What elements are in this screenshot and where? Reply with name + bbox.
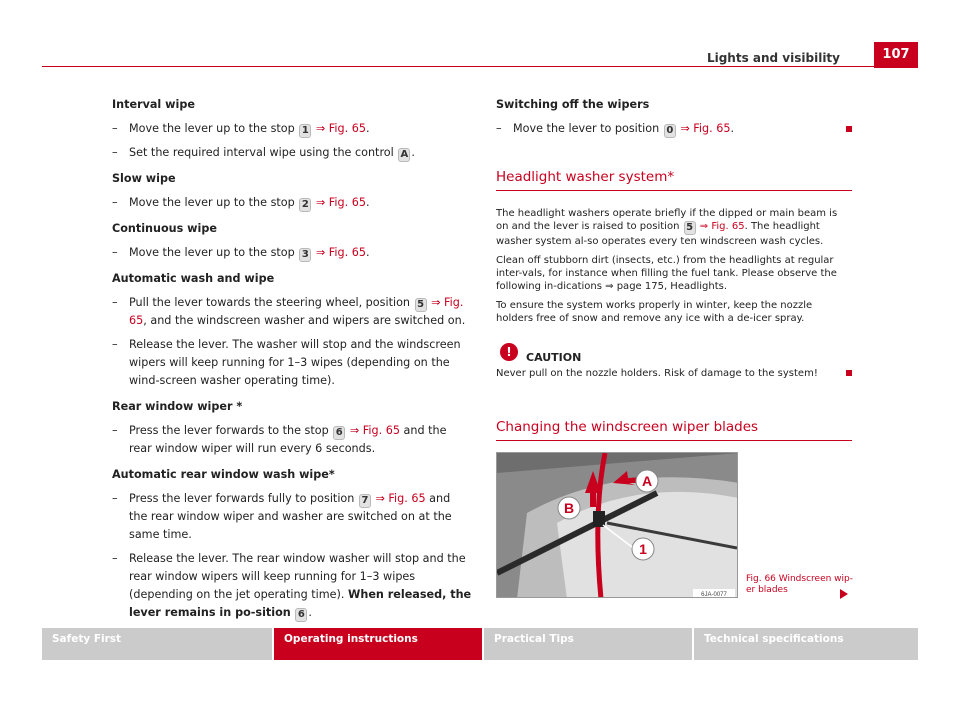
slow-wipe-heading: Slow wipe (112, 172, 176, 185)
figure-label-b: B (563, 500, 575, 516)
footer-nav (42, 628, 920, 660)
right-column (496, 96, 852, 441)
figure-link[interactable]: ⇒ Fig. 65 (699, 221, 745, 232)
position-marker: 2 (299, 198, 311, 212)
headlight-washer-title: Headlight washer system* (496, 169, 675, 185)
rear-wash-heading: Automatic rear window wash wipe* (112, 468, 335, 481)
figure-link[interactable]: ⇒ Fig. 65 (680, 122, 731, 135)
interval-step-1: – Move the lever up to the stop 1 ⇒ Fig. 65. (112, 122, 370, 136)
auto-step-2: – Release the lever. The washer will stop and the windscreen wipers will keep running for 1–3 wipes (depending on the wind-screen washer operating time). (112, 338, 461, 387)
wiper-blades-title: Changing the windscreen wiper blades (496, 419, 759, 435)
caution-icon: ! (500, 343, 518, 361)
rear-wiper-heading: Rear window wiper * (112, 400, 243, 413)
figure-link[interactable]: ⇒ Fig. 65 (315, 122, 366, 135)
section-end-marker (846, 126, 852, 132)
figure-link[interactable]: ⇒ Fig. 65 (375, 492, 426, 505)
position-marker: 5 (684, 221, 696, 235)
continue-arrow-icon (840, 589, 848, 599)
page-section-title: Lights and visibility (706, 51, 840, 65)
auto-step-1: – Pull the lever towards the steering wheel, position 5 ⇒ Fig. 65, and the windscreen washer and wipers are switched on. (112, 296, 466, 327)
footer-tab-practical-tips[interactable]: Practical Tips (484, 628, 692, 660)
caution-label: CAUTION (526, 351, 582, 364)
interval-step-2: – Set the required interval wipe using the control A . (112, 146, 415, 160)
figure-label-a: A (641, 473, 653, 489)
footer-tab-technical-specifications[interactable]: Technical specifications (694, 628, 918, 660)
section-rule (496, 440, 852, 441)
position-marker: 6 (295, 608, 307, 622)
position-marker: 1 (299, 124, 311, 138)
rear-step: – Press the lever forwards to the stop 6 ⇒ Fig. 65 and the rear window wiper will run every 6 seconds. (112, 424, 447, 455)
switch-off-heading: Switching off the wipers (496, 98, 650, 111)
figure-link[interactable]: ⇒ Fig. 65 (129, 296, 464, 327)
figure-caption: Fig. 66 Windscreen wip-er blades (746, 574, 853, 595)
caution-block (496, 343, 852, 365)
switch-off-step: – Move the lever to position 0 ⇒ Fig. 65. (496, 120, 852, 138)
figure-link[interactable]: ⇒ Fig. 65 (315, 196, 366, 209)
caution-text: Never pull on the nozzle holders. Risk of damage to the system! (496, 367, 852, 380)
wiper-blade-figure (496, 452, 738, 598)
headlight-para-3: To ensure the system works properly in winter, keep the nozzle holders free of snow and remove any ice with a de-icer spray. (496, 300, 813, 324)
wiper-blade-illustration (497, 453, 738, 598)
footer-tab-operating-instructions[interactable]: Operating instructions (274, 628, 482, 660)
rear-wash-step-2: – Release the lever. The rear window washer will stop and the rear window wipers will keep running for 1–3 wipes (depending on the jet operating time). When released, the lever remains in po-sition 6 . (112, 552, 472, 620)
section-rule (496, 190, 852, 191)
left-column (112, 96, 472, 622)
auto-wash-heading: Automatic wash and wipe (112, 272, 275, 285)
rear-wash-step-1: – Press the lever forwards fully to position 7 ⇒ Fig. 65 and the rear window wiper and washer are switched on at the same time. (112, 492, 452, 541)
figure-label-1: 1 (639, 541, 647, 557)
position-marker: 7 (359, 494, 371, 508)
header-rule (42, 66, 874, 67)
continuous-step: – Move the lever up to the stop 3 ⇒ Fig. 65. (112, 246, 370, 260)
position-marker: 0 (664, 124, 676, 138)
footer-tab-safety-first[interactable]: Safety First (42, 628, 272, 660)
headlight-para-1: The headlight washers operate briefly if the dipped or main beam is on and the lever is raised to position 5 ⇒ Fig. 65. The headlight washer system al-so operates every ten windscreen wash cycles. (496, 208, 838, 247)
section-end-marker (846, 370, 852, 376)
position-marker: 5 (415, 298, 427, 312)
headlight-para-2: Clean off stubborn dirt (insects, etc.) from the headlights at regular inter-vals, for instance when filling the fuel tank. Please observe the following in-dications ⇒ page 175, Headlights. (496, 255, 837, 292)
slow-step: – Move the lever up to the stop 2 ⇒ Fig. 65. (112, 196, 370, 210)
continuous-wipe-heading: Continuous wipe (112, 222, 217, 235)
figure-link[interactable]: ⇒ Fig. 65 (349, 424, 400, 437)
figure-code: 6JA-0077 (701, 592, 727, 598)
interval-wipe-heading: Interval wipe (112, 98, 195, 111)
position-marker: 3 (299, 248, 311, 262)
position-marker: 6 (333, 426, 345, 440)
figure-link[interactable]: ⇒ Fig. 65 (315, 246, 366, 259)
control-marker: A (398, 148, 410, 162)
page-number: 107 (874, 42, 918, 68)
